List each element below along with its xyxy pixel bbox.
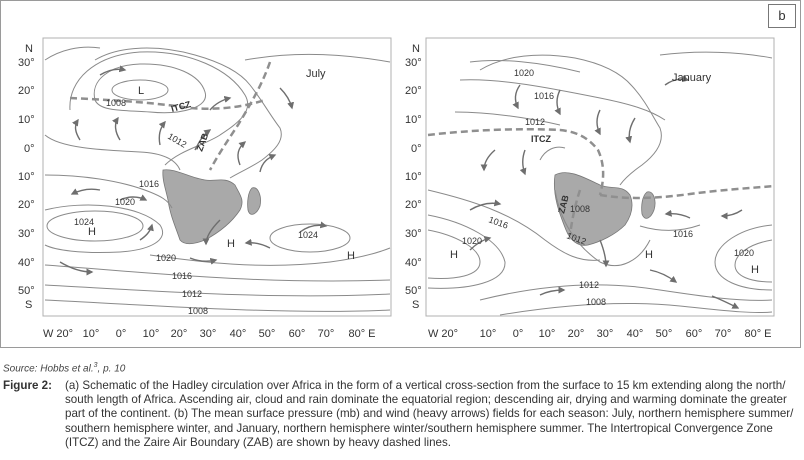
july-map [18,38,391,340]
july-lat-2: 20° [18,85,35,97]
january-lat-4: 0° [411,143,422,155]
january-isobars [428,52,772,315]
july-lat-1: 30° [18,57,35,69]
july-lat-5: 10° [18,171,35,183]
january-lon-7: 50° [655,328,673,340]
january-arrow-6 [523,150,525,174]
january-lat-2: 20° [405,85,422,97]
january-lat-1: 30° [405,57,422,69]
january-isobar-1012-c [480,285,772,301]
july-lat-3: 10° [18,114,35,126]
july-lon-8: 60° [288,328,306,340]
january-lon-10: 80° E [744,328,772,340]
july-lon-7: 50° [258,328,276,340]
january-isobar-label-4: 1016 [487,214,510,231]
january-lon-2: 0° [512,328,524,340]
july-lat-10: S [25,299,33,311]
january-lat-6: 20° [405,199,422,211]
january-itcz-label: ITCZ [531,134,551,144]
january-lat-3: 10° [405,114,422,126]
july-isobar-label-4: 1024 [74,217,95,227]
january-arrow-12 [712,296,738,308]
july-isobars [45,47,390,311]
january-isobar-label-5: 1020 [462,236,483,246]
july-isobar-1012 [70,52,248,165]
january-lat-0: N [412,43,420,55]
january-arrow-4 [629,118,635,142]
july-zab-line [210,62,270,170]
january-isobar-top [660,52,772,58]
january-arrow-11 [722,210,742,216]
july-lon-5: 30° [199,328,217,340]
july-lon-1: 10° [82,328,100,340]
january-high-centre-atlantic: H [450,249,458,261]
january-season-label: January [672,72,712,84]
july-coast-outline [95,48,281,178]
january-lat-ticks [405,43,422,311]
january-arrow-13 [540,290,564,295]
july-lon-6: 40° [229,328,247,340]
july-lat-4: 0° [24,143,35,155]
july-arrow-12 [246,243,270,248]
july-lat-ticks [18,43,35,311]
source-prefix: Source: Hobbs et al. [3,363,94,375]
july-land-shade [163,170,242,244]
july-arrow-5 [238,142,245,165]
july-arrow-16 [100,69,125,75]
january-lon-8: 60° [685,328,703,340]
january-lon-1: 10° [479,328,497,340]
january-lon-9: 70° [714,328,732,340]
july-lon-2: 0° [115,328,127,340]
january-isobar-1008 [540,147,565,160]
july-arrow-7 [72,189,100,194]
july-isobar-label-9: 1008 [188,306,209,316]
caption-tag: Figure 2: [3,379,52,392]
july-lat-0: N [25,43,33,55]
january-madagascar-shade [642,192,655,219]
july-isobar-1012-b [45,285,390,296]
july-isobar-label-5: 1024 [298,230,319,240]
january-isobar-label-2: 1012 [525,117,546,127]
january-lon-3: 10° [538,328,556,340]
july-isobar-label-6: 1020 [156,253,177,263]
january-lon-ticks [428,328,772,340]
july-isobar-label-7: 1016 [172,271,193,281]
january-lon-4: 20° [567,328,585,340]
january-isobar-label-7: 1016 [673,229,694,239]
july-lat-8: 40° [18,257,35,269]
july-map-frame [43,38,391,316]
july-isobar-label-1: 1012 [166,131,189,150]
july-itcz-line [70,98,265,109]
july-lat-7: 30° [18,228,35,240]
july-lat-9: 50° [18,285,35,297]
july-isobar-top [245,54,390,62]
january-arrow-5 [484,150,495,170]
january-isobar-label-9: 1012 [579,280,600,290]
january-isobar-label-8: 1020 [734,248,755,258]
july-lon-3: 10° [142,328,160,340]
july-arrow-1 [76,120,80,140]
july-arrow-9 [140,225,152,240]
july-isobar-1008-b [45,300,390,311]
july-lat-6: 20° [18,199,35,211]
january-lat-9: 50° [405,285,422,297]
january-arrow-2 [557,90,560,114]
january-arrow-14 [650,270,676,282]
july-isobar-label-8: 1012 [182,289,203,299]
july-itcz-label: ITCZ [169,99,192,114]
july-arrow-3 [159,122,165,145]
july-arrow-17 [280,88,292,108]
january-isobar-label-1: 1016 [534,91,555,101]
july-low-centre: L [138,85,145,97]
july-isobar-label-2: 1016 [139,179,160,189]
caption-text: (a) Schematic of the Hadley circulation over Africa in the form of a vertical cross-section from the surface to 15 km extending along the north/ south length of Africa. Ascending air, cloud and rain dominate the equatorial region; descending air, drying and warming dominate the greater part of the continent. (b) The mean surface pressure (mb) and wind (heavy arrows) fields for each season: July, northern hemisphere summer/ southern hemisphere winter, and January, northern hemisphere winter/southern hemisphere summer. The Intertropical Convergence Zone (ITCZ) and the Zaire Air Boundary (ZAB) are shown by heavy dashed lines. [65,379,794,449]
january-lon-5: 30° [596,328,614,340]
july-arrow-2 [116,118,120,140]
january-isobar-label-3: 1008 [570,204,591,214]
january-lat-8: 40° [405,257,422,269]
source-line [3,362,125,374]
figure-caption [3,379,801,450]
january-zab-label: ZAB [556,194,571,215]
january-isobar-label-0: 1020 [514,68,535,78]
january-lon-6: 40° [626,328,644,340]
january-lat-10: S [412,299,420,311]
january-high-centre-indian: H [751,264,759,276]
july-high-centre-indian: H [347,250,355,262]
january-arrow-10 [666,214,690,218]
january-lat-7: 30° [405,228,422,240]
january-high-centre-south: H [645,249,653,261]
july-lon-9: 70° [317,328,335,340]
july-zab-label: ZAB [194,131,211,153]
january-arrow-3 [597,110,600,134]
source-ref: 3 [93,362,98,369]
january-map [405,38,775,340]
panel-letter: b [768,4,796,28]
july-isobar-1016-b [45,265,390,281]
july-lon-0: W 20° [42,328,74,340]
july-lon-ticks [43,328,376,340]
july-lon-4: 20° [170,328,188,340]
july-season-label: July [306,68,326,80]
january-arrow-1 [516,85,520,108]
july-isobar-label-0: 1008 [106,98,127,108]
january-isobar-label-6: 1012 [565,230,588,247]
july-arrow-6 [260,155,275,172]
january-lon-0: W 20° [427,328,459,340]
july-high-centre-atlantic: H [88,226,96,238]
source-suffix: , p. 10 [97,363,126,375]
july-high-centre-south: H [227,238,235,250]
july-madagascar-shade [248,188,261,215]
january-lat-5: 10° [405,171,422,183]
july-isobar-1020-b [45,205,163,253]
july-isobar-topleft [45,47,100,60]
january-isobar-label-10: 1008 [586,297,607,307]
july-lon-10: 80° E [348,328,376,340]
july-isobar-label-3: 1020 [115,197,136,207]
